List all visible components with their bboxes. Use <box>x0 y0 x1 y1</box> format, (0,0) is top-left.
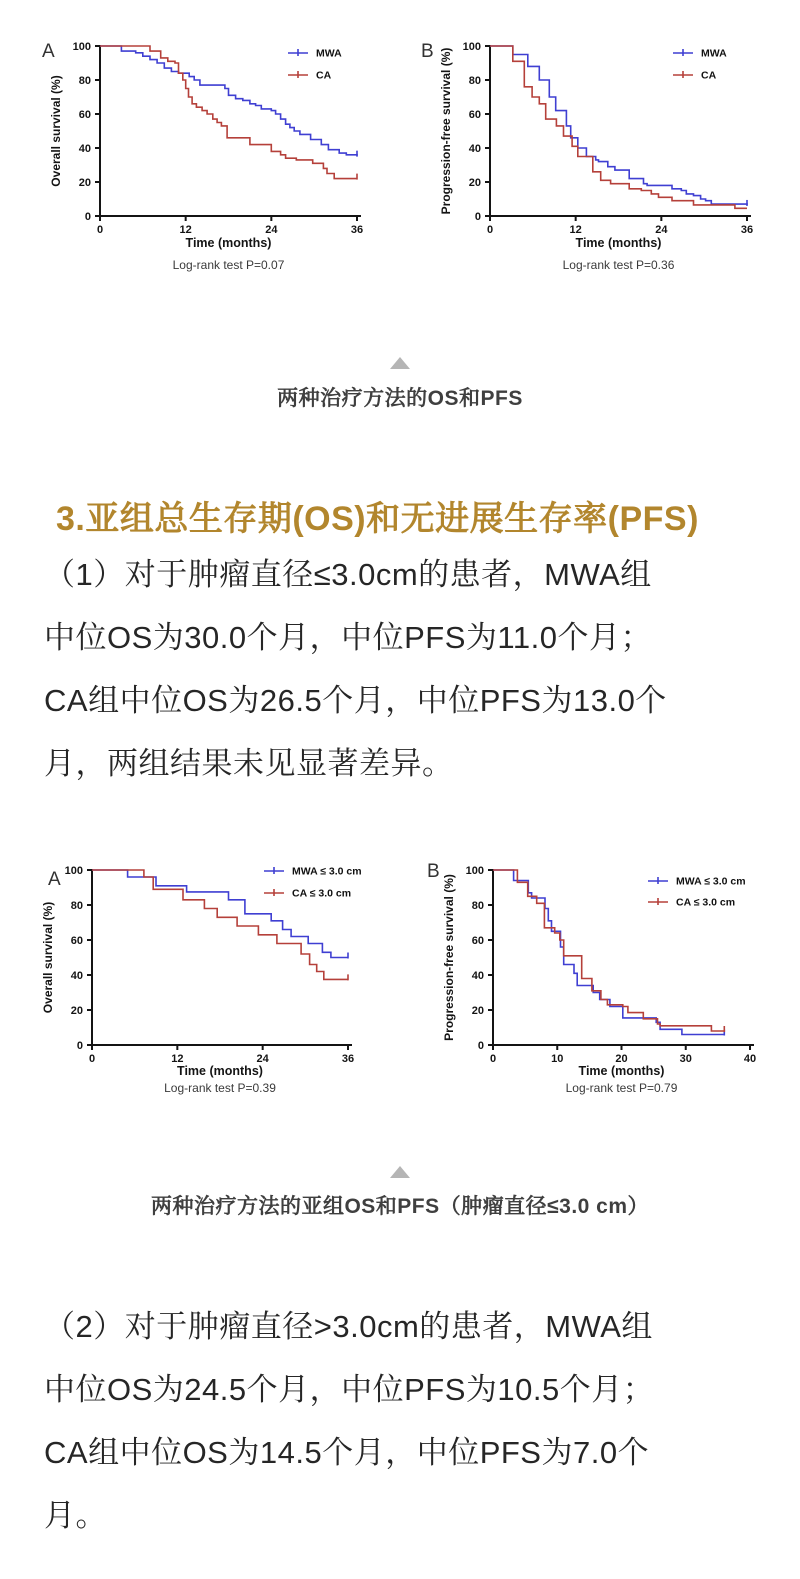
svg-text:MWA ≤ 3.0 cm: MWA ≤ 3.0 cm <box>292 865 362 878</box>
svg-text:80: 80 <box>468 75 481 87</box>
svg-text:36: 36 <box>350 224 364 236</box>
paragraph-line: 中位OS为30.0个月，中位PFS为11.0个月； <box>44 620 652 655</box>
svg-text:40: 40 <box>78 143 91 155</box>
paragraph-line: 中位OS为24.5个月，中位PFS为10.5个月； <box>44 1372 655 1407</box>
svg-text:60: 60 <box>70 935 83 947</box>
svg-text:Time (months): Time (months) <box>578 1064 665 1078</box>
svg-text:0: 0 <box>489 1053 497 1065</box>
svg-text:CA: CA <box>701 69 717 82</box>
svg-text:12: 12 <box>569 224 582 236</box>
svg-text:Log-rank test P=0.79: Log-rank test P=0.79 <box>565 1081 678 1095</box>
paragraph-line: CA组中位OS为14.5个月，中位PFS为7.0个 <box>44 1435 650 1470</box>
svg-text:60: 60 <box>468 109 481 121</box>
svg-text:MWA: MWA <box>316 47 342 60</box>
svg-text:80: 80 <box>471 900 484 912</box>
figure-os-pfs-overall <box>22 30 790 278</box>
svg-text:20: 20 <box>471 1005 484 1017</box>
svg-text:100: 100 <box>72 41 91 53</box>
svg-text:100: 100 <box>64 865 83 877</box>
svg-text:20: 20 <box>78 177 91 189</box>
paragraph-line: 月。 <box>44 1498 107 1533</box>
svg-text:0: 0 <box>477 1040 484 1052</box>
svg-text:40: 40 <box>743 1053 757 1065</box>
svg-text:A: A <box>42 41 55 62</box>
paragraph-line: CA组中位OS为26.5个月，中位PFS为13.0个 <box>44 683 667 718</box>
svg-text:30: 30 <box>679 1053 692 1065</box>
paragraph-2 <box>44 1295 760 1547</box>
subgroup-overall-survival-chart <box>22 853 392 1103</box>
svg-text:36: 36 <box>341 1053 355 1065</box>
section-heading: 3.亚组总生存期(OS)和无进展生存率(PFS) <box>56 500 699 538</box>
svg-text:40: 40 <box>468 143 481 155</box>
svg-text:Time (months): Time (months) <box>177 1064 263 1078</box>
svg-text:Overall survival (%): Overall survival (%) <box>41 901 55 1014</box>
svg-text:MWA: MWA <box>701 47 727 60</box>
svg-text:12: 12 <box>171 1053 184 1065</box>
svg-text:Overall survival (%): Overall survival (%) <box>49 75 63 187</box>
svg-text:60: 60 <box>78 109 91 121</box>
svg-text:CA: CA <box>316 69 332 82</box>
svg-text:24: 24 <box>265 224 278 236</box>
figure1-caption-block <box>0 357 800 412</box>
paragraph-line: （2）对于肿瘤直径>3.0cm的患者，MWA组 <box>44 1309 653 1344</box>
svg-text:Time (months): Time (months) <box>185 236 272 250</box>
caption-triangle-icon <box>390 1166 410 1178</box>
svg-text:100: 100 <box>465 865 484 877</box>
svg-text:10: 10 <box>551 1053 564 1065</box>
svg-text:40: 40 <box>70 970 83 982</box>
svg-text:0: 0 <box>88 1053 96 1065</box>
svg-text:24: 24 <box>256 1053 269 1065</box>
svg-text:A: A <box>48 869 61 890</box>
svg-text:60: 60 <box>471 935 484 947</box>
svg-text:MWA ≤ 3.0 cm: MWA ≤ 3.0 cm <box>676 875 746 888</box>
paragraph-line: 月，两组结果未见显著差异。 <box>44 746 454 781</box>
svg-text:B: B <box>427 861 440 882</box>
svg-text:0: 0 <box>76 1040 83 1052</box>
overall-survival-chart <box>22 30 392 278</box>
svg-text:0: 0 <box>96 224 104 236</box>
svg-text:CA ≤ 3.0 cm: CA ≤ 3.0 cm <box>292 887 352 900</box>
svg-text:80: 80 <box>78 75 91 87</box>
paragraph-1 <box>44 543 760 795</box>
svg-text:0: 0 <box>84 211 91 223</box>
figure-os-pfs-subgroup <box>22 853 785 1103</box>
svg-text:Progression-free survival (%): Progression-free survival (%) <box>439 47 453 215</box>
svg-text:24: 24 <box>655 224 668 236</box>
svg-text:20: 20 <box>615 1053 628 1065</box>
svg-text:CA ≤ 3.0 cm: CA ≤ 3.0 cm <box>676 896 736 909</box>
svg-text:0: 0 <box>486 224 494 236</box>
svg-text:0: 0 <box>474 211 481 223</box>
svg-text:20: 20 <box>70 1005 83 1017</box>
caption-triangle-icon <box>390 357 410 369</box>
progression-free-survival-chart <box>405 30 790 278</box>
svg-text:Progression-free survival (%): Progression-free survival (%) <box>442 874 456 1041</box>
paragraph-line: （1）对于肿瘤直径≤3.0cm的患者，MWA组 <box>44 557 652 592</box>
svg-text:Log-rank test P=0.39: Log-rank test P=0.39 <box>164 1081 276 1095</box>
svg-text:36: 36 <box>740 224 754 236</box>
figure1-caption: 两种治疗方法的OS和PFS <box>277 387 523 410</box>
subgroup-progression-free-survival-chart <box>400 853 785 1103</box>
svg-text:20: 20 <box>468 177 481 189</box>
svg-text:100: 100 <box>462 41 481 53</box>
svg-text:80: 80 <box>70 900 83 912</box>
svg-text:12: 12 <box>179 224 192 236</box>
figure2-caption: 两种治疗方法的亚组OS和PFS（肿瘤直径≤3.0 cm） <box>150 1195 650 1218</box>
svg-text:Log-rank test P=0.36: Log-rank test P=0.36 <box>562 258 675 272</box>
svg-text:Time (months): Time (months) <box>575 236 662 250</box>
svg-text:B: B <box>421 41 434 62</box>
svg-text:Log-rank test P=0.07: Log-rank test P=0.07 <box>172 258 285 272</box>
svg-text:40: 40 <box>471 970 484 982</box>
figure2-caption-block <box>0 1166 800 1220</box>
